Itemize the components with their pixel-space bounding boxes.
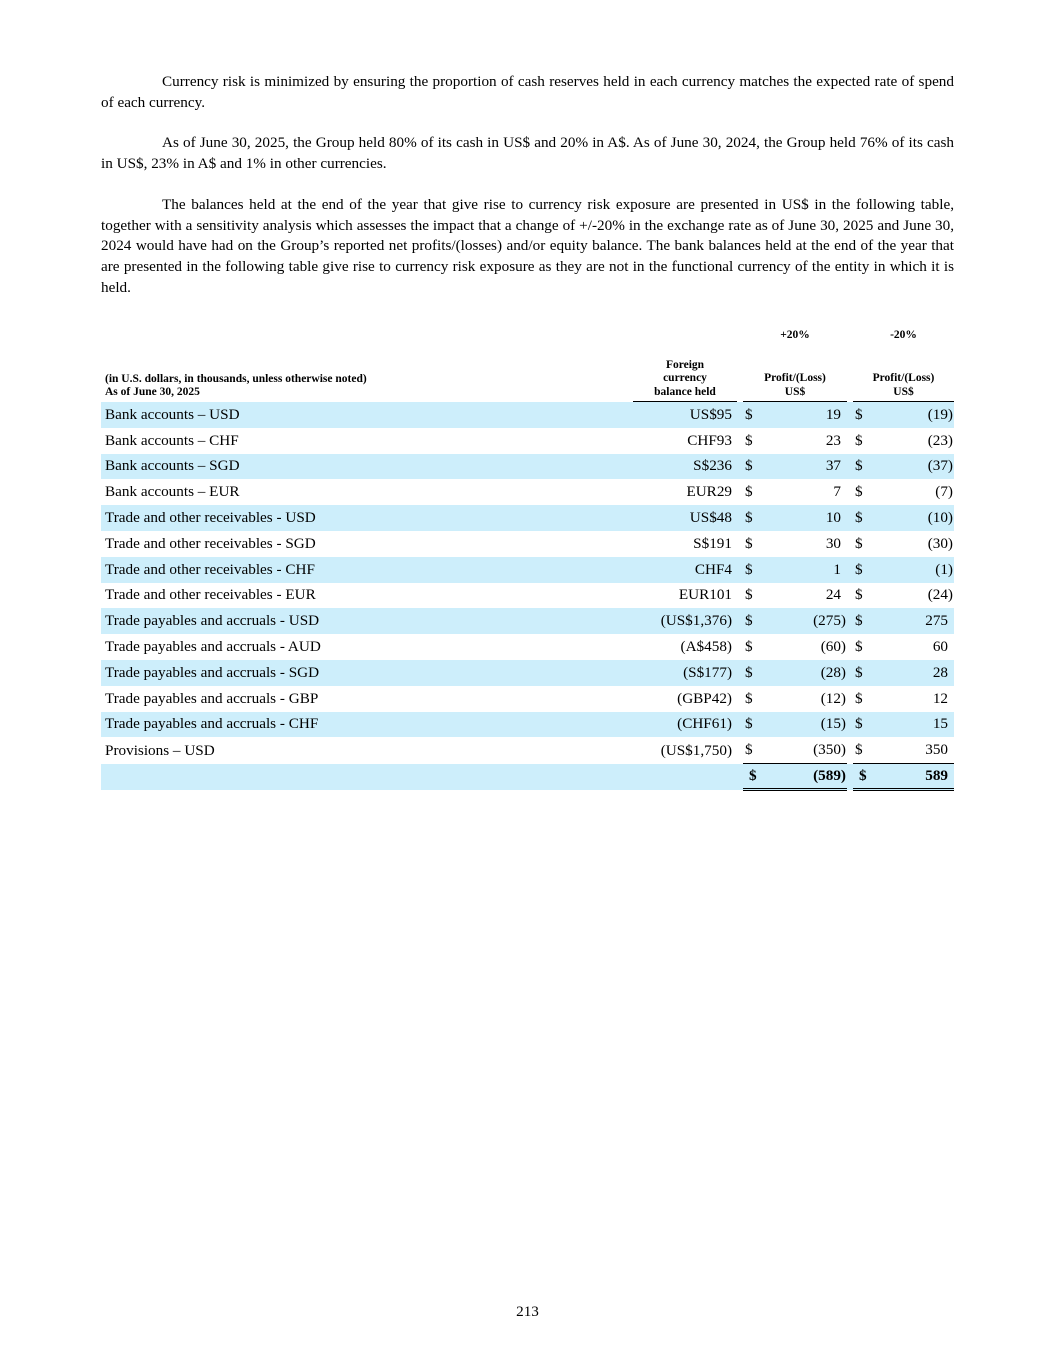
table-row — [101, 608, 954, 634]
currency-symbol: $ — [853, 712, 867, 738]
row-label: Trade and other receivables - CHF — [101, 557, 633, 583]
row-minus-20: 28 — [867, 660, 954, 686]
total-plus-20: (589) — [757, 764, 847, 790]
table-row — [101, 531, 954, 557]
paragraph-currency-risk: Currency risk is minimized by ensuring the proportion of cash reserves held in each currency matches the expected rate of spend of each currency. — [101, 73, 954, 111]
currency-symbol: $ — [855, 534, 863, 552]
row-label: Trade payables and accruals - USD — [101, 608, 633, 634]
currency-symbol: $ — [745, 638, 753, 656]
table-header-columns — [101, 347, 954, 402]
currency-symbol: $ — [745, 689, 753, 707]
row-balance: US$95 — [633, 402, 737, 428]
row-label: Bank accounts – SGD — [101, 454, 633, 480]
row-minus-20: 12 — [932, 689, 948, 707]
row-minus-20: (7) — [935, 483, 953, 501]
table-row — [101, 454, 954, 480]
body-text — [101, 72, 954, 318]
currency-symbol: $ — [745, 534, 753, 552]
row-label: Trade payables and accruals - SGD — [101, 660, 633, 686]
row-plus-20: 24 — [825, 586, 841, 604]
page-number: 213 — [516, 1303, 539, 1320]
row-minus-20: 275 — [867, 608, 954, 634]
row-plus-20: 1 — [757, 557, 847, 583]
row-balance: (US$1,376) — [633, 608, 737, 634]
row-balance: (GBP42) — [677, 689, 732, 707]
row-label: Trade and other receivables - USD — [101, 505, 633, 531]
row-plus-20: (350) — [813, 741, 846, 759]
row-plus-20: 10 — [757, 505, 847, 531]
currency-symbol: $ — [743, 660, 757, 686]
table-row — [101, 505, 954, 531]
row-plus-20: 19 — [757, 402, 847, 428]
row-label: Bank accounts – EUR — [105, 483, 240, 501]
table-header-scenarios — [101, 329, 954, 347]
currency-symbol: $ — [745, 586, 753, 604]
table-row — [101, 660, 954, 686]
table-body — [101, 402, 954, 790]
row-minus-20: (19) — [867, 402, 954, 428]
table-row — [101, 479, 954, 505]
currency-sensitivity-table — [101, 329, 954, 791]
table-row — [101, 583, 954, 609]
row-balance: (S$177) — [633, 660, 737, 686]
currency-symbol: $ — [853, 764, 867, 790]
currency-symbol: $ — [743, 764, 757, 790]
row-plus-20: 30 — [825, 534, 841, 552]
currency-symbol: $ — [855, 638, 863, 656]
row-minus-20: (1) — [867, 557, 954, 583]
row-minus-20: (10) — [867, 505, 954, 531]
row-plus-20: (60) — [820, 638, 846, 656]
currency-symbol: $ — [743, 505, 757, 531]
currency-symbol: $ — [853, 557, 867, 583]
table-row — [101, 557, 954, 583]
row-label: Trade and other receivables - EUR — [105, 586, 316, 604]
currency-symbol: $ — [853, 505, 867, 531]
currency-symbol: $ — [745, 431, 753, 449]
currency-symbol: $ — [855, 689, 863, 707]
currency-symbol: $ — [855, 586, 863, 604]
units-header: (in U.S. dollars, in thousands, unless otherwise noted) As of June 30, 2025 — [105, 372, 367, 398]
currency-symbol: $ — [745, 483, 753, 501]
row-balance: (CHF61) — [633, 712, 737, 738]
row-label: Trade payables and accruals - CHF — [101, 712, 633, 738]
row-minus-20: 350 — [925, 741, 948, 759]
table-total-row — [101, 764, 954, 790]
minus-profit-header: Profit/(Loss) US$ — [853, 347, 954, 402]
row-plus-20: (28) — [757, 660, 847, 686]
row-label: Bank accounts – USD — [101, 402, 633, 428]
currency-symbol: $ — [853, 608, 867, 634]
row-balance: EUR29 — [686, 483, 732, 501]
table-row — [101, 737, 954, 763]
currency-symbol: $ — [743, 608, 757, 634]
row-balance: S$236 — [633, 454, 737, 480]
row-balance: CHF93 — [687, 431, 732, 449]
total-minus-20: 589 — [867, 764, 954, 790]
paragraph-sensitivity: The balances held at the end of the year that give rise to currency risk exposure are presented in US$ in the following table, together with a sensitivity analysis which assesses the impact that a change of +/-20% in the exchange rate as of June 30, 2025 and June 30, 2024 would have had on the Group’s reported net profits/(losses) and/or equity balance. The bank balances held at the end of the year that are presented in the following table give rise to currency risk exposure as they are not in the functional currency of the entity in which it is held. — [101, 195, 954, 296]
balance-header: Foreign currency balance held — [633, 347, 737, 402]
currency-symbol: $ — [853, 454, 867, 480]
currency-symbol: $ — [743, 454, 757, 480]
row-plus-20: 23 — [825, 431, 841, 449]
row-minus-20: 60 — [932, 638, 948, 656]
currency-symbol: $ — [855, 741, 863, 759]
row-minus-20: (24) — [927, 586, 953, 604]
row-balance: (A$458) — [680, 638, 732, 656]
row-plus-20: (15) — [757, 712, 847, 738]
currency-symbol: $ — [855, 431, 863, 449]
plus-profit-header: Profit/(Loss) US$ — [743, 347, 847, 402]
row-balance: S$191 — [693, 534, 732, 552]
row-balance: (US$1,750) — [660, 741, 732, 759]
table-row — [101, 428, 954, 454]
row-balance: CHF4 — [633, 557, 737, 583]
row-plus-20: 37 — [757, 454, 847, 480]
currency-symbol: $ — [855, 483, 863, 501]
row-minus-20: (30) — [927, 534, 953, 552]
row-balance: US$48 — [633, 505, 737, 531]
currency-symbol: $ — [743, 557, 757, 583]
plus-20-header: +20% — [780, 329, 810, 341]
currency-symbol: $ — [853, 660, 867, 686]
row-plus-20: (275) — [757, 608, 847, 634]
row-minus-20: (37) — [867, 454, 954, 480]
row-label: Provisions – USD — [105, 741, 215, 759]
table-row — [101, 402, 954, 428]
row-balance: EUR101 — [678, 586, 732, 604]
paragraph-cash-holdings: As of June 30, 2025, the Group held 80% of its cash in US$ and 20% in A$. As of June 30, 2024, the Group held 76% of its cash in US$, 23% in A$ and 1% in other currencies. — [101, 134, 954, 173]
currency-symbol: $ — [745, 741, 753, 759]
row-minus-20: 15 — [867, 712, 954, 738]
table-row — [101, 634, 954, 660]
currency-symbol: $ — [743, 402, 757, 428]
row-plus-20: 7 — [833, 483, 841, 501]
row-label: Trade and other receivables - SGD — [105, 534, 316, 552]
minus-20-header: -20% — [890, 329, 917, 341]
row-plus-20: (12) — [820, 689, 846, 707]
currency-symbol: $ — [743, 712, 757, 738]
table-row — [101, 686, 954, 712]
row-label: Trade payables and accruals - GBP — [105, 689, 319, 707]
table-row — [101, 712, 954, 738]
row-label: Bank accounts – CHF — [105, 431, 239, 449]
row-label: Trade payables and accruals - AUD — [105, 638, 321, 656]
row-minus-20: (23) — [927, 431, 953, 449]
currency-symbol: $ — [853, 402, 867, 428]
